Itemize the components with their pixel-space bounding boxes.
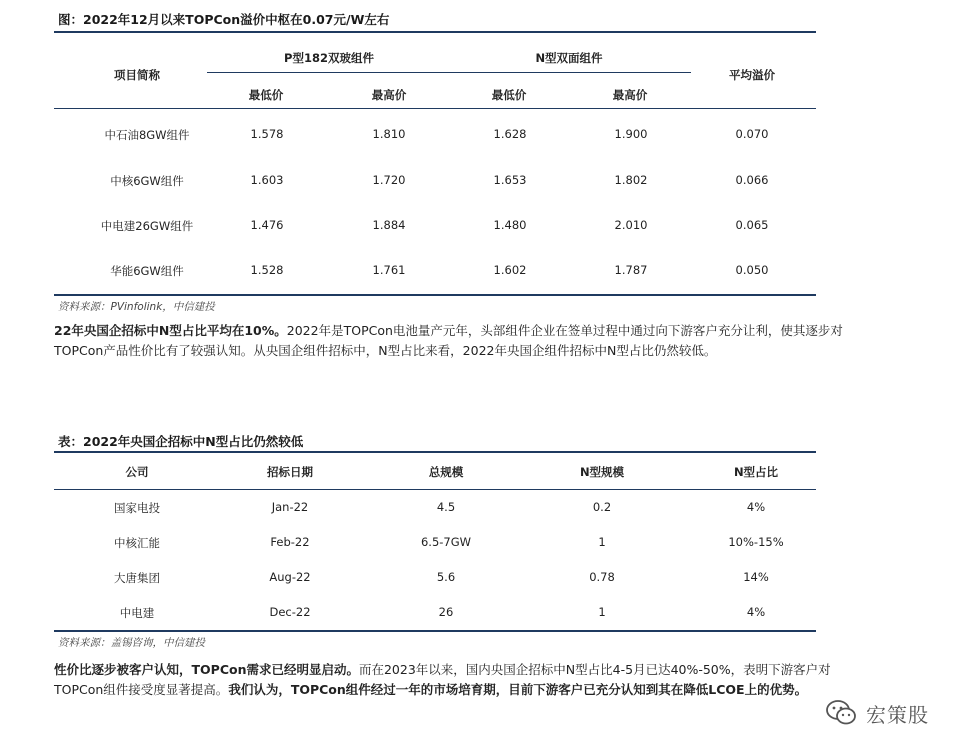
- table1-row1-p-low: 1.578: [250, 127, 284, 141]
- table1-row1-avg: 0.070: [735, 127, 769, 141]
- table2-row1-total: 4.5: [436, 500, 456, 514]
- table2-row1-n-share: 4%: [746, 500, 766, 514]
- table1-row4-n-high: 1.787: [614, 263, 648, 277]
- table1-col-item: 项目简称: [114, 68, 160, 82]
- table2-bottom-rule: [54, 630, 816, 632]
- table1-row4-n-low: 1.602: [493, 263, 527, 277]
- table2-header-total: 总规模: [428, 465, 464, 479]
- paragraph2-conclusion: 我们认为，TOPCon组件经过一年的市场培育期，目前下游客户已充分认知到其在降低LCOE上的优势。: [228, 682, 808, 697]
- table1-row4-p-high: 1.761: [372, 263, 406, 277]
- table2-row4-n-share: 4%: [746, 605, 766, 619]
- table1-row2-n-low: 1.653: [493, 173, 527, 187]
- paragraph-n-type-share: [54, 321, 844, 361]
- table2-row4-n-scale: 1: [598, 605, 606, 619]
- table1-row2-avg: 0.066: [735, 173, 769, 187]
- table2-row3-date: Aug-22: [269, 570, 311, 584]
- paragraph1-lead: 22年央国企招标中N型占比平均在10%。: [54, 323, 287, 338]
- table1-sub-p-high: 最高价: [371, 88, 407, 102]
- table2-row2-n-scale: 1: [598, 535, 606, 549]
- table1-row1-name: 中石油8GW组件: [104, 128, 190, 142]
- table1-row3-avg: 0.065: [735, 218, 769, 232]
- table2-row2-total: 6.5-7GW: [420, 535, 472, 549]
- table1-row1-p-high: 1.810: [372, 127, 406, 141]
- table1-row3-n-high: 2.010: [614, 218, 648, 232]
- table2-row1-date: Jan-22: [271, 500, 309, 514]
- table1-header-rule: [54, 108, 816, 109]
- table1-row3-name: 中电建26GW组件: [100, 219, 194, 233]
- table1-bottom-rule: [54, 294, 816, 296]
- paragraph2-lead: 性价比逐步被客户认知，TOPCon需求已经明显启动。: [54, 662, 359, 677]
- table1-row4-name: 华能6GW组件: [110, 264, 184, 278]
- table1-group-p: P型182双玻组件: [284, 51, 374, 65]
- table2-row1-n-scale: 0.2: [592, 500, 612, 514]
- table1-sub-p-low: 最低价: [248, 88, 284, 102]
- table2-row3-company: 大唐集团: [114, 571, 160, 585]
- table1-row1-n-high: 1.900: [614, 127, 648, 141]
- paragraph-topcon-demand: [54, 660, 844, 700]
- table1-sub-n-low: 最低价: [491, 88, 527, 102]
- table2-row3-n-scale: 0.78: [589, 570, 615, 584]
- table2-header-n-share: N型占比: [733, 465, 779, 479]
- table2-title: 表：2022年央国企招标中N型占比仍然较低: [58, 434, 304, 449]
- table1-row2-n-high: 1.802: [614, 173, 648, 187]
- table1-row3-n-low: 1.480: [493, 218, 527, 232]
- table1-group-underline: [207, 72, 691, 73]
- paragraph2-body: 而在2023年以来，国内央国企招标中N型占比4-5月已达40%-50%，表明下游客户对TOPCon组件接受度显著提高。: [54, 662, 831, 697]
- table1-row2-p-high: 1.720: [372, 173, 406, 187]
- table2-row3-n-share: 14%: [743, 570, 769, 584]
- table2-row4-date: Dec-22: [269, 605, 311, 619]
- table1-row3-p-high: 1.884: [372, 218, 406, 232]
- paragraph1-body: 2022年是TOPCon电池量产元年，头部组件企业在签单过程中通过向下游客户充分让利，使其逐步对TOPCon产品性价比有了较强认知。从央国企组件招标中，N型占比来看，2022年央国企组件招标中N型占比仍然较低。: [54, 323, 843, 358]
- table2-row3-total: 5.6: [436, 570, 456, 584]
- table2-header-n-scale: N型规模: [579, 465, 625, 479]
- table1-title: 图：2022年12月以来TOPCon溢价中枢在0.07元/W左右: [58, 12, 390, 27]
- table1-col-avg: 平均溢价: [729, 68, 775, 82]
- table1-row4-p-low: 1.528: [250, 263, 284, 277]
- table1-group-n: N型双面组件: [535, 51, 603, 65]
- table1-top-rule: [54, 31, 816, 33]
- table1-row2-p-low: 1.603: [250, 173, 284, 187]
- table1-row2-name: 中核6GW组件: [110, 174, 184, 188]
- table2-header-company: 公司: [125, 465, 149, 479]
- table2-row2-date: Feb-22: [270, 535, 310, 549]
- table2-row2-n-share: 10%-15%: [728, 535, 784, 549]
- table1-source: 资料来源：PVinfolink，中信建投: [58, 301, 215, 313]
- table2-source: 资料来源：盖锡咨询，中信建投: [58, 637, 205, 649]
- wechat-icon: [824, 698, 858, 728]
- table2-row4-company: 中电建: [119, 606, 155, 620]
- table1-row1-n-low: 1.628: [493, 127, 527, 141]
- table2-row4-total: 26: [438, 605, 454, 619]
- table1-row4-avg: 0.050: [735, 263, 769, 277]
- table1-row3-p-low: 1.476: [250, 218, 284, 232]
- table2-row2-company: 中核汇能: [114, 536, 160, 550]
- table1-sub-n-high: 最高价: [612, 88, 648, 102]
- table2-header-date: 招标日期: [267, 465, 313, 479]
- table2-top-rule: [54, 451, 816, 453]
- watermark-text: 宏策股: [866, 703, 929, 727]
- table2-row1-company: 国家电投: [114, 501, 160, 515]
- table2-header-rule: [54, 489, 816, 490]
